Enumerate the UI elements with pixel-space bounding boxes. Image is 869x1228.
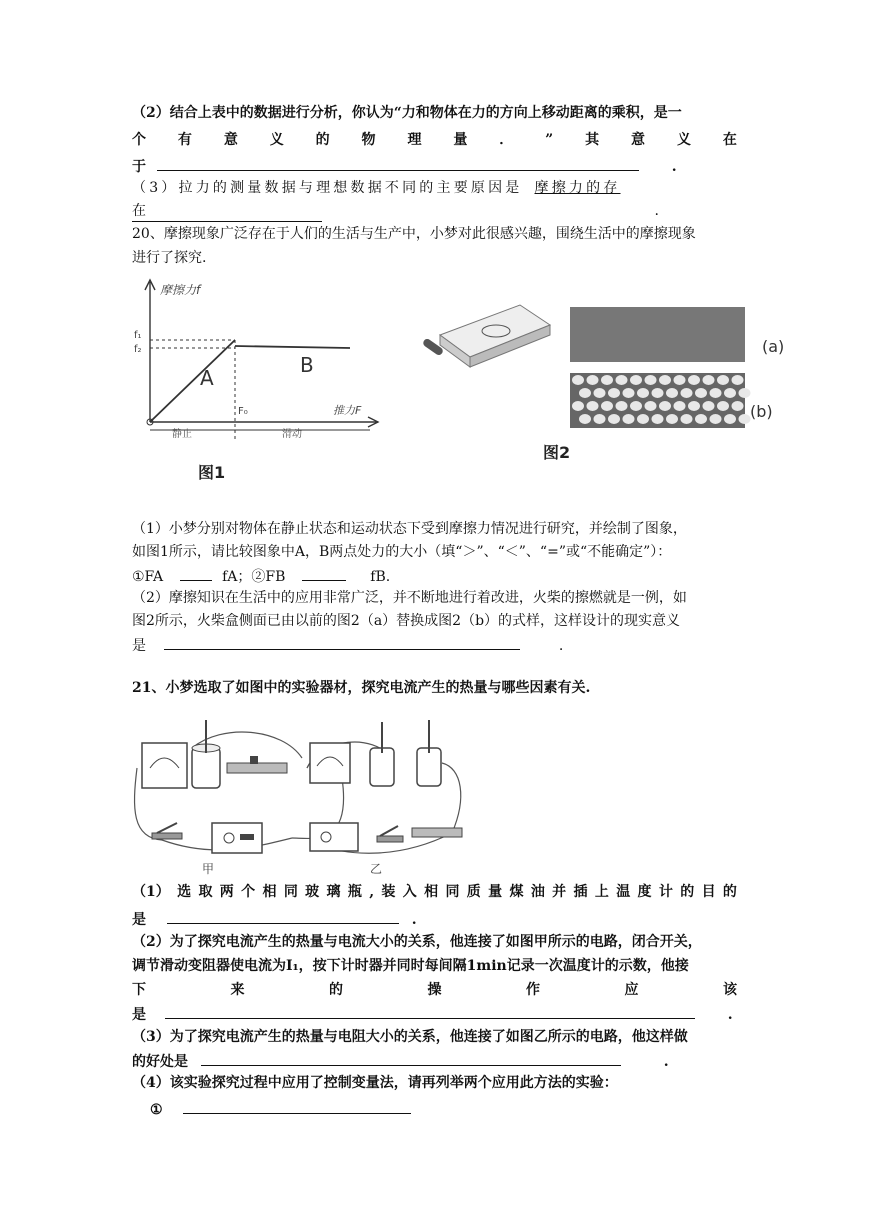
striking-surface-a <box>570 307 745 362</box>
striking-surface-b <box>570 373 751 428</box>
y-axis-label: 摩擦力f <box>160 283 201 297</box>
spread-char: 个 <box>241 884 256 900</box>
fa-label: ①FA <box>132 569 164 585</box>
label-b: B <box>300 353 314 377</box>
hex-cell <box>637 414 649 424</box>
hex-cell <box>659 401 671 411</box>
spread-char: 入 <box>402 884 417 900</box>
q21-part3-line1: （3）为了探究电流产生的热量与电阻大小的关系，他连接了如图乙所示的电路，他这样做 <box>132 1029 688 1045</box>
q21-part2-answer-blank[interactable] <box>165 1003 695 1019</box>
hex-cell <box>616 375 628 385</box>
q20-part2-prefix: 是 <box>132 638 146 654</box>
hex-cell <box>579 414 591 424</box>
spread-char: 来 <box>230 982 245 998</box>
q19-part2-line1: （2）结合上表中的数据进行分析，你认为“力和物体在力的方向上移动距离的乘积，是一 <box>132 105 682 121</box>
hex-cell <box>695 388 707 398</box>
spread-char: 煤 <box>509 884 524 900</box>
label-sliding: 滑动 <box>282 429 302 440</box>
spread-char: ” <box>545 132 554 148</box>
hex-cell <box>717 375 729 385</box>
q21-part2-line3 <box>132 980 737 1000</box>
label-b: (b) <box>750 402 773 421</box>
q21-part4-item1-blank[interactable] <box>183 1098 411 1114</box>
hex-cell <box>666 388 678 398</box>
q20-figure2 <box>410 285 800 470</box>
q21-part1-line1 <box>132 882 737 902</box>
tick-f2: f₂ <box>134 344 142 355</box>
q21-circuit-figure <box>132 718 472 878</box>
wire <box>442 763 461 833</box>
hex-cell <box>710 414 722 424</box>
hex-cell <box>623 414 635 424</box>
q20-part2-line1: （2）摩擦知识在生活中的应用非常广泛，并不断地进行着改进，火柴的擦燃就是一例，如 <box>132 590 687 606</box>
q20-part2-line2: 图2所示，火柴盒侧面已由以前的图2（a）替换成图2（b）的式样，这样设计的现实意义 <box>132 613 681 629</box>
fb-compare-blank[interactable] <box>302 565 346 581</box>
figure2-caption: 图2 <box>543 443 571 462</box>
hex-cell <box>652 388 664 398</box>
hex-cell <box>695 414 707 424</box>
hex-cell <box>724 414 736 424</box>
fb-suffix: fB. <box>370 569 391 585</box>
bottle-jia-icon <box>192 720 220 788</box>
spread-char: 意 <box>631 132 646 148</box>
spread-char: 质 <box>466 884 481 900</box>
spread-char: 计 <box>658 884 673 900</box>
period: . <box>411 912 417 928</box>
q20-part1-line1: （1）小梦分别对物体在静止状态和运动状态下受到摩擦力情况进行研究，并绘制了图象， <box>132 521 687 537</box>
spread-char: 该 <box>723 982 737 998</box>
item-number: ① <box>150 1102 163 1118</box>
hex-cell <box>681 414 693 424</box>
hex-cell <box>703 401 715 411</box>
spread-char: 油 <box>530 884 545 900</box>
ammeter-icon <box>310 743 350 783</box>
q19-part3-line2 <box>132 201 659 222</box>
q21-part1-line2 <box>132 908 417 930</box>
spread-char: 下 <box>132 982 146 998</box>
q21-part3-prefix: 的好处是 <box>132 1054 188 1070</box>
spread-char: 量 <box>453 132 468 148</box>
spread-char: 璃 <box>326 884 341 900</box>
segment-a-line <box>150 340 235 422</box>
q20-part1-line3 <box>132 565 390 587</box>
fa-compare-blank[interactable] <box>180 565 212 581</box>
switch-icon <box>152 823 182 839</box>
spread-char: 插 <box>573 884 588 900</box>
q20-part2-answer-blank[interactable] <box>164 634 520 650</box>
spread-char: 应 <box>624 982 639 998</box>
label-static: 静止 <box>172 429 192 440</box>
hex-cell <box>674 375 686 385</box>
switch-icon <box>377 826 403 842</box>
label-yi: 乙 <box>370 862 383 876</box>
spread-char: 有 <box>177 132 192 148</box>
q21-title: 21、小梦选取了如图中的实验器材，探究电流产生的热量与哪些因素有关. <box>132 680 591 696</box>
power-supply-icon <box>310 823 358 851</box>
hex-cell <box>645 375 657 385</box>
spread-char: 瓶 <box>347 884 362 900</box>
q21-part1-answer-blank[interactable] <box>167 908 399 924</box>
hex-cell <box>587 401 599 411</box>
q21-part4-item1 <box>150 1098 411 1120</box>
rheostat-icon <box>227 756 287 773</box>
hex-cell <box>688 375 700 385</box>
q20-part2-line3 <box>132 634 563 656</box>
spread-char: （1） <box>132 884 170 900</box>
spread-char: 物 <box>361 132 376 148</box>
q21-part2-prefix: 是 <box>132 1007 146 1023</box>
bottle-yi-1-icon <box>370 722 394 786</box>
hex-cell <box>732 401 744 411</box>
q20-figure1 <box>130 272 390 492</box>
spread-char: 的 <box>680 884 695 900</box>
hex-cell <box>623 388 635 398</box>
hex-cell <box>572 401 584 411</box>
q19-part3-line1 <box>132 178 621 198</box>
hex-cell <box>587 375 599 385</box>
tick-f1: f₁ <box>134 330 142 341</box>
spread-char: 理 <box>407 132 422 148</box>
spread-char: 的 <box>315 132 330 148</box>
spread-char: 两 <box>219 884 234 900</box>
spread-char: 义 <box>269 132 284 148</box>
spread-char: 在 <box>722 132 737 148</box>
hex-cell <box>645 401 657 411</box>
spread-char: 义 <box>676 132 691 148</box>
q19-part2-line3 <box>132 155 677 177</box>
hex-cell <box>659 375 671 385</box>
q20-part1-line2: 如图1所示，请比较图象中A，B两点处力的大小（填“＞”、“＜”、“=”或“不能确定”）： <box>132 544 672 560</box>
spread-char: 个 <box>132 132 146 148</box>
label-a: (a) <box>762 337 785 356</box>
spread-char: 并 <box>552 884 567 900</box>
fb-label: fA；②FB <box>222 569 286 585</box>
period: . <box>671 159 677 175</box>
spread-char: 上 <box>594 884 609 900</box>
spread-char: 相 <box>424 884 439 900</box>
spread-char: ． <box>499 132 514 148</box>
spread-char: , <box>369 884 375 900</box>
q19-part3-answer-cont: 在 <box>132 201 322 222</box>
label-a: A <box>200 366 214 390</box>
power-supply-icon <box>212 823 262 853</box>
hex-cell <box>681 388 693 398</box>
hex-cell <box>674 401 686 411</box>
hex-cell <box>572 375 584 385</box>
q19-part2-answer-blank[interactable] <box>157 155 639 171</box>
hex-cell <box>630 375 642 385</box>
period: . <box>654 203 659 219</box>
q19-part2-line2 <box>132 130 737 150</box>
spread-char: 同 <box>283 884 298 900</box>
hex-cell <box>637 388 649 398</box>
x-axis-label: 推力F <box>333 404 362 417</box>
hex-cell <box>688 401 700 411</box>
q21-part4-line1: （4）该实验探究过程中应用了控制变量法，请再列举两个应用此方法的实验： <box>132 1075 618 1091</box>
bottle-yi-2-icon <box>417 720 441 786</box>
tick-f0: F₀ <box>238 406 248 417</box>
hex-cell <box>608 388 620 398</box>
hex-cell <box>732 375 744 385</box>
q21-part2-line2: 调节滑动变阻器使电流为I₁，按下计时器并同时每间隔1min记录一次温度计的示数，他接 <box>132 958 689 974</box>
spread-char: 度 <box>637 884 652 900</box>
spread-char: 其 <box>585 132 600 148</box>
spread-char: 量 <box>488 884 503 900</box>
q21-part2-line4 <box>132 1003 733 1025</box>
q21-part2-line1: （2）为了探究电流产生的热量与电流大小的关系，他连接了如图甲所示的电路，闭合开关， <box>132 934 702 950</box>
hex-cell <box>652 414 664 424</box>
spread-char: 作 <box>526 982 540 998</box>
spread-char: 的 <box>722 884 737 900</box>
q21-part3-line2 <box>132 1050 669 1072</box>
ammeter-icon <box>142 743 187 788</box>
spread-char: 取 <box>198 884 213 900</box>
spread-char: 选 <box>177 884 192 900</box>
spread-char: 目 <box>701 884 716 900</box>
hex-cell <box>630 401 642 411</box>
spread-char: 玻 <box>305 884 320 900</box>
q21-part3-answer-blank[interactable] <box>201 1050 621 1066</box>
rheostat-icon <box>412 828 462 837</box>
hex-cell <box>724 388 736 398</box>
spread-char: 操 <box>427 982 442 998</box>
hex-cell <box>616 401 628 411</box>
hex-cell <box>717 401 729 411</box>
figure1-caption: 图1 <box>198 463 226 482</box>
spread-char: 装 <box>381 884 396 900</box>
hex-cell <box>594 388 606 398</box>
q19-part3-answer: 摩擦力的存 <box>534 180 621 196</box>
hex-cell <box>739 388 751 398</box>
hex-cell <box>601 401 613 411</box>
spread-char: 温 <box>616 884 631 900</box>
hex-cell <box>579 388 591 398</box>
hex-cell <box>703 375 715 385</box>
q19-part3-prefix: （3）拉力的测量数据与理想数据不同的主要原因是 <box>132 180 523 196</box>
label-jia: 甲 <box>202 862 215 876</box>
period: . <box>558 638 564 654</box>
period: . <box>727 1007 733 1023</box>
q20-intro-line2: 进行了探究. <box>132 250 207 266</box>
hex-cell <box>739 414 751 424</box>
hex-cell <box>710 388 722 398</box>
spread-char: 的 <box>329 982 343 998</box>
q19-part2-prefix: 于 <box>132 159 146 175</box>
hex-cell <box>608 414 620 424</box>
hex-cell <box>594 414 606 424</box>
spread-char: 相 <box>262 884 277 900</box>
q20-intro-line1: 20、摩擦现象广泛存在于人们的生活与生产中，小梦对此很感兴趣，围绕生活中的摩擦现象 <box>132 226 696 242</box>
hex-cell <box>601 375 613 385</box>
matchbox-icon <box>440 305 550 367</box>
segment-b-line <box>235 346 350 348</box>
spread-char: 意 <box>223 132 238 148</box>
period: . <box>663 1054 669 1070</box>
q21-part1-prefix: 是 <box>132 912 146 928</box>
hex-cell <box>666 414 678 424</box>
spread-char: 同 <box>445 884 460 900</box>
